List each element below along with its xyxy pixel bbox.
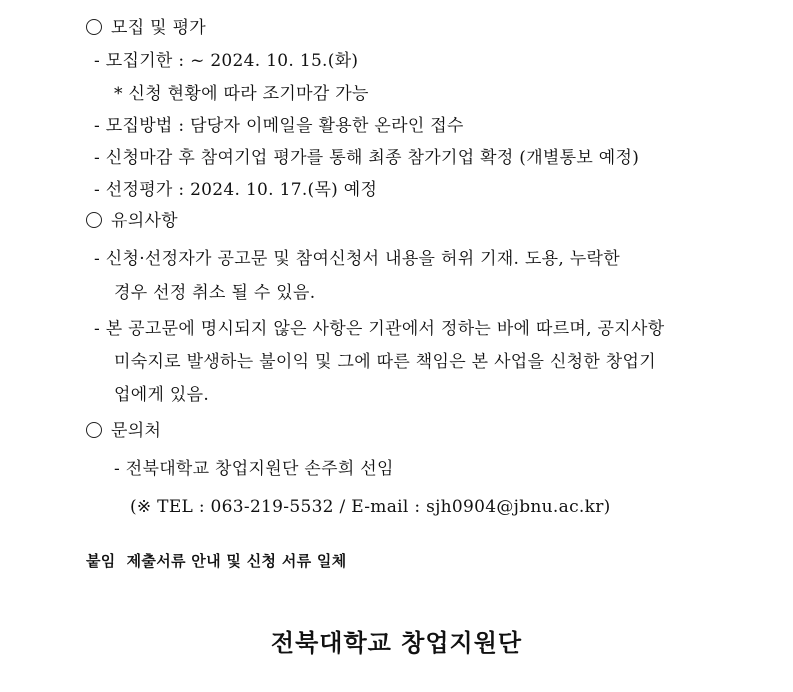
section-heading-notes — [86, 210, 178, 232]
attachment-note: 붙임 제출서류 안내 및 신청 서류 일체 — [86, 552, 347, 570]
item-contact-details: (※ TEL : 063-219-5532 / E-mail : sjh0904@jbnu.ac.kr) — [130, 497, 611, 517]
item-unspecified-line3: 업에게 있음. — [114, 385, 210, 405]
section-heading-text: 문의처 — [111, 421, 162, 441]
issuer-footer: 전북대학교 창업지원단 — [270, 628, 523, 657]
item-early-close-note: * 신청 현황에 따라 조기마감 가능 — [114, 84, 369, 104]
item-selection-evaluation: - 선정평가 : 2024. 10. 17.(목) 예정 — [94, 180, 378, 200]
section-heading-text: 모집 및 평가 — [111, 18, 207, 38]
item-recruit-deadline: - 모집기한 : ~ 2024. 10. 15.(화) — [94, 51, 359, 71]
item-contact-person: - 전북대학교 창업지원단 손주희 선임 — [114, 459, 394, 479]
item-unspecified-line1: - 본 공고문에 명시되지 않은 사항은 기관에서 정하는 바에 따르며, 공지사항 — [94, 319, 665, 339]
item-recruit-method: - 모집방법 : 담당자 이메일을 활용한 온라인 접수 — [94, 116, 464, 136]
circle-bullet-icon — [86, 19, 102, 35]
circle-bullet-icon — [86, 212, 102, 228]
item-false-entry-line1: - 신청·선정자가 공고문 및 참여신청서 내용을 허위 기재. 도용, 누락한 — [94, 249, 620, 269]
item-unspecified-line2: 미숙지로 발생하는 불이익 및 그에 따른 책임은 본 사업을 신청한 창업기 — [114, 352, 656, 372]
section-heading-contact — [86, 420, 161, 442]
item-evaluation-confirm: - 신청마감 후 참여기업 평가를 통해 최종 참가기업 확정 (개별통보 예정) — [94, 148, 640, 168]
item-false-entry-line2: 경우 선정 취소 될 수 있음. — [114, 283, 316, 303]
circle-bullet-icon — [86, 422, 102, 438]
section-heading-text: 유의사항 — [111, 211, 178, 231]
section-heading-recruitment — [86, 17, 206, 39]
